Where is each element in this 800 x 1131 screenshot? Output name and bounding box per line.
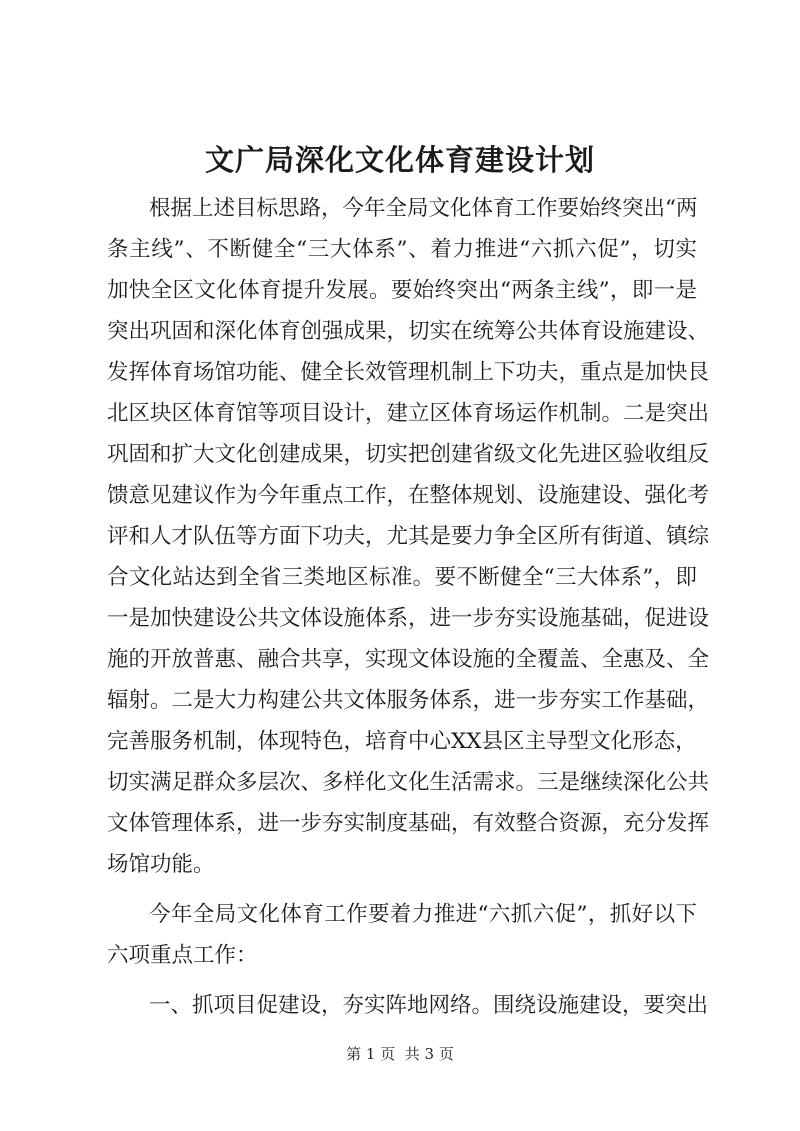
paragraph-1-line-6: 北区块区体育馆等项目设计，建立区体育场运作机制。二是突出	[107, 401, 710, 426]
page-number-footer: 第 1 页 共 3 页	[346, 1045, 454, 1063]
document-body	[107, 188, 710, 1026]
paragraph-2-line-1: 今年全局文化体育工作要着力推进“六抓六促”，抓好以下	[149, 902, 697, 927]
paragraph-1-line-15: 切实满足群众多层次、多样化文化生活需求。三是继续深化公共	[107, 770, 710, 795]
paragraph-1-line-16: 文体管理体系，进一步夯实制度基础，有效整合资源，充分发挥	[107, 811, 710, 836]
paragraph-1-line-5: 发挥体育场馆功能、健全长效管理机制上下功夫，重点是加快艮	[107, 360, 710, 385]
paragraph-1-line-11: 一是加快建设公共文体设施体系，进一步夯实设施基础，促进设	[107, 606, 710, 631]
paragraph-1-line-2: 条主线”、不断健全“三大体系”、着力推进“六抓六促”，切实	[107, 237, 697, 262]
paragraph-1-line-12: 施的开放普惠、融合共享，实现文体设施的全覆盖、全惠及、全	[107, 647, 710, 672]
paragraph-1-line-9: 评和人才队伍等方面下功夫，尤其是要力争全区所有街道、镇综	[107, 524, 710, 549]
paragraph-1-line-1: 根据上述目标思路，今年全局文化体育工作要始终突出“两	[149, 196, 698, 221]
paragraph-1-line-14: 完善服务机制，体现特色，培育中心XX县区主导型文化形态，	[107, 729, 697, 754]
paragraph-1-line-13: 辐射。二是大力构建公共文体服务体系，进一步夯实工作基础，	[107, 688, 710, 713]
paragraph-1-line-8: 馈意见建议作为今年重点工作，在整体规划、设施建设、强化考	[107, 483, 710, 508]
document-title: 文广局深化文化体育建设计划	[204, 143, 595, 177]
paragraph-1-line-4: 突出巩固和深化体育创强成果，切实在统筹公共体育设施建设、	[107, 319, 710, 344]
paragraph-2-line-2: 六项重点工作：	[107, 943, 258, 968]
paragraph-1-line-3: 加快全区文化体育提升发展。要始终突出“两条主线”，即一是	[107, 278, 697, 303]
paragraph-1-line-10: 合文化站达到全省三类地区标准。要不断健全“三大体系”，即	[107, 565, 697, 590]
paragraph-3-line-1: 一、抓项目促建设，夯实阵地网络。围绕设施建设，要突出	[149, 993, 709, 1018]
paragraph-1-line-17: 场馆功能。	[107, 852, 215, 877]
paragraph-1-line-7: 巩固和扩大文化创建成果，切实把创建省级文化先进区验收组反	[107, 442, 710, 467]
